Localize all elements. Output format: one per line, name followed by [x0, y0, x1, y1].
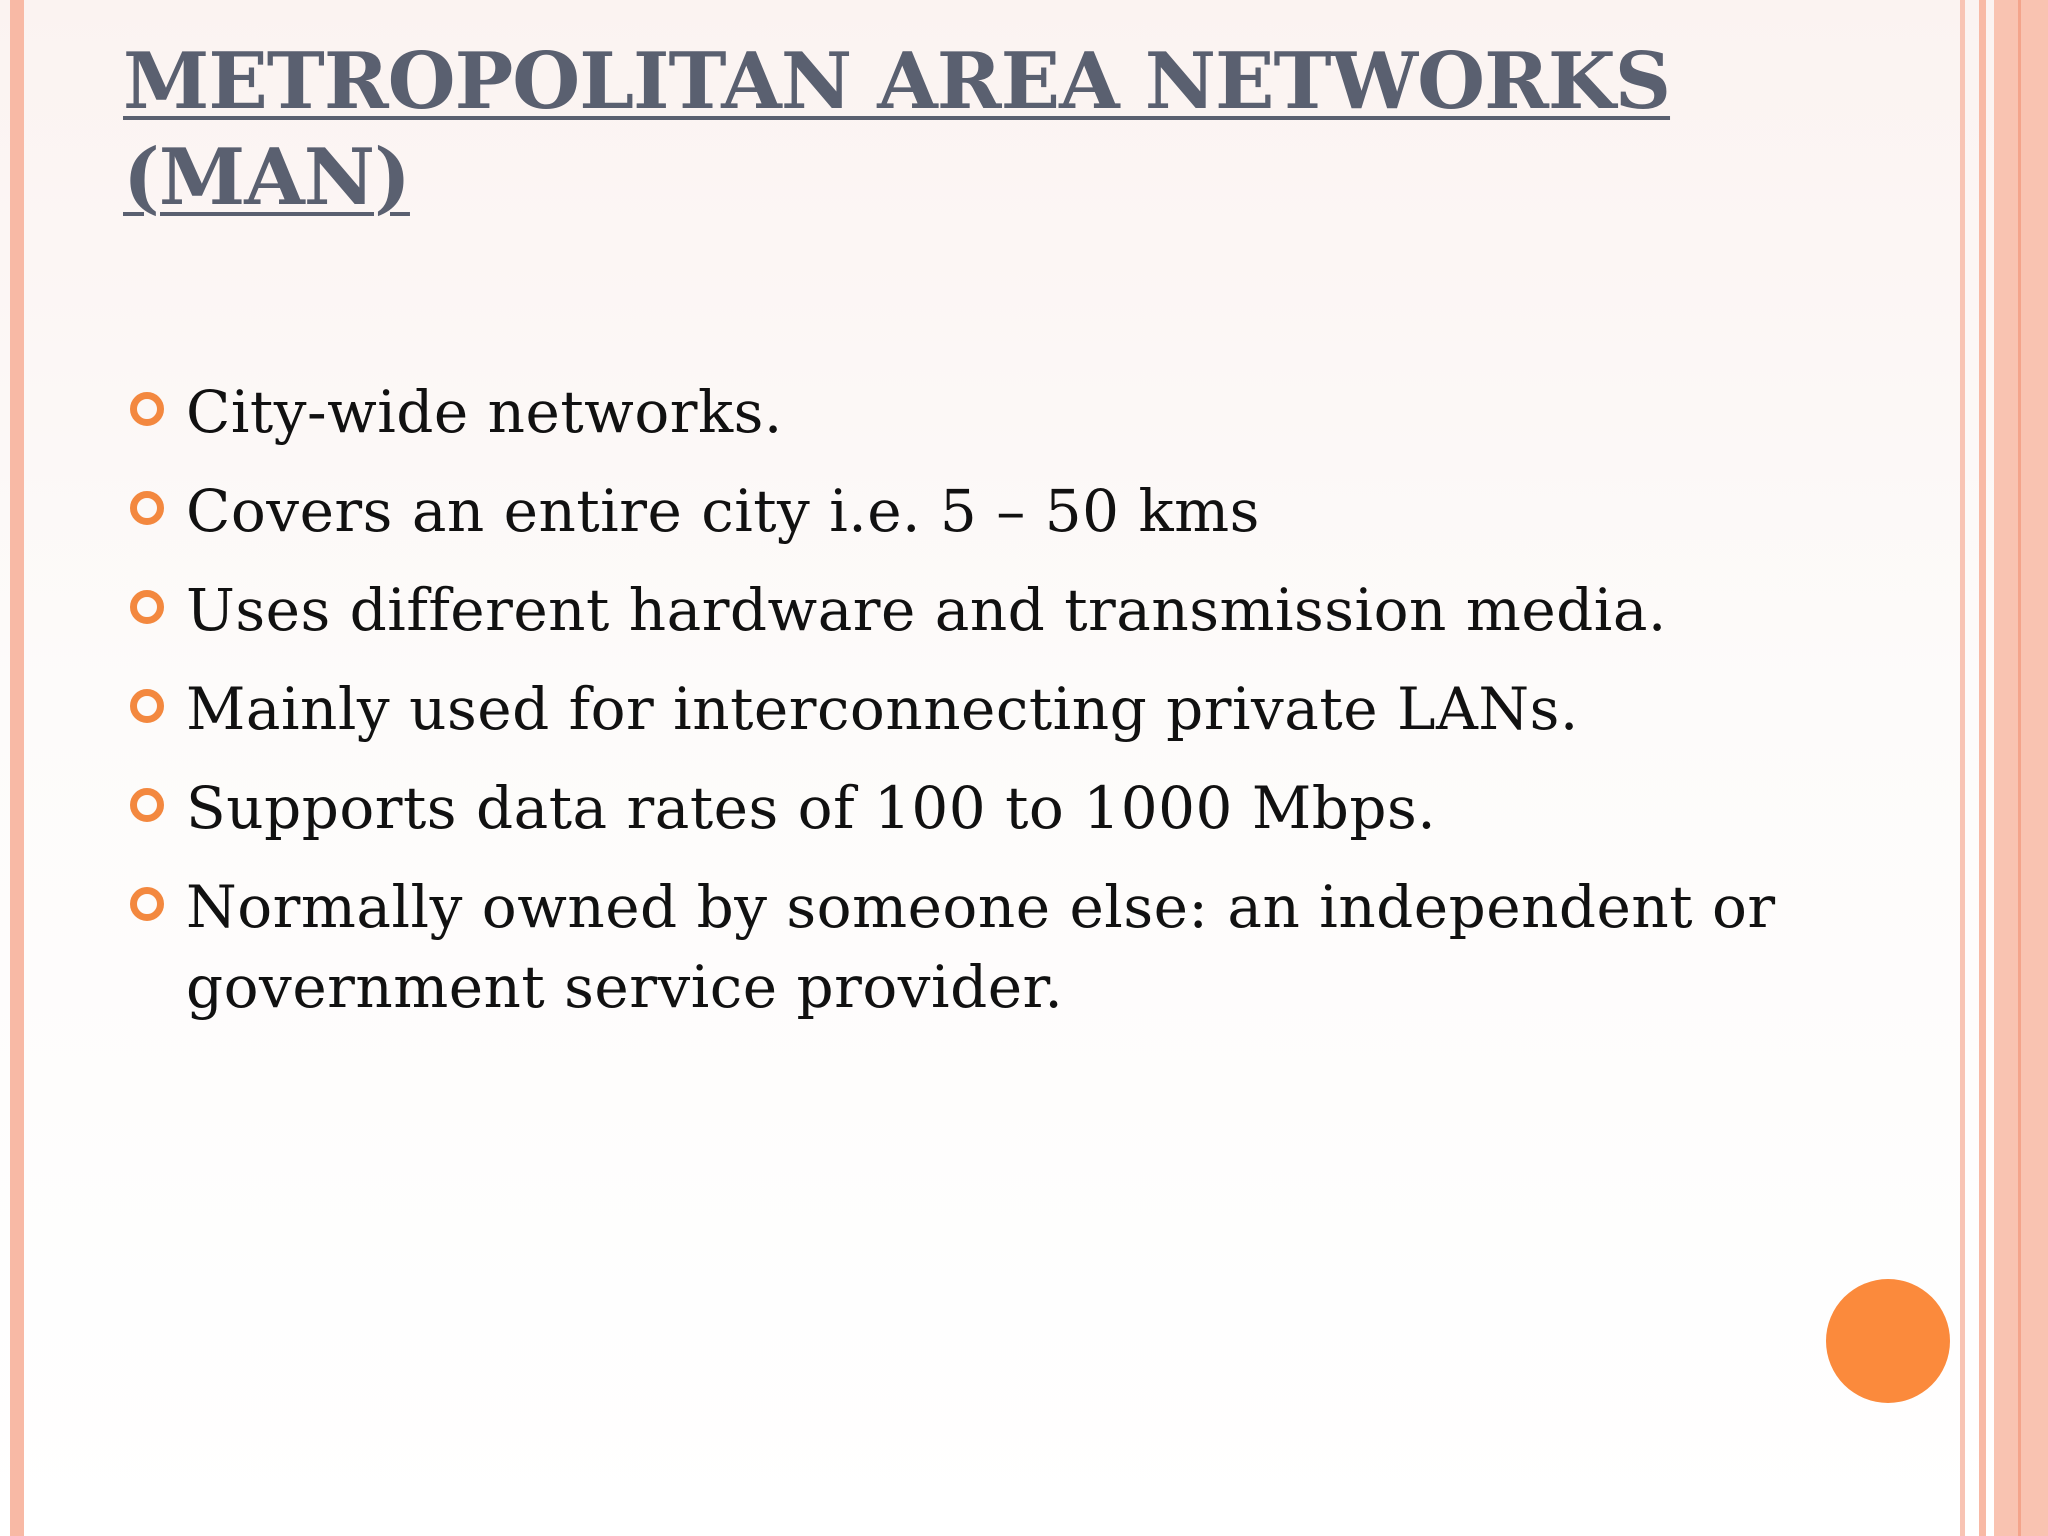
right-border-stripe-wide [1994, 0, 2048, 1536]
slide-title: METROPOLITAN AREA NETWORKS (MAN) [123, 36, 1671, 223]
right-border-stripe-thin [1960, 0, 1965, 1536]
bullet-ring-icon [130, 491, 164, 525]
right-border-stripe-medium [1979, 0, 1986, 1536]
bullet-ring-icon [130, 788, 164, 822]
bullet-ring-icon [130, 689, 164, 723]
bullet-item [124, 669, 1924, 749]
bullet-item [124, 867, 1924, 1027]
bullet-text: Covers an entire city i.e. 5 – 50 kms [186, 477, 1260, 545]
right-border-stripe-line [2018, 0, 2021, 1536]
bullet-item [124, 570, 1924, 650]
bullet-ring-icon [130, 392, 164, 426]
bullet-item [124, 768, 1924, 848]
bullet-ring-icon [130, 887, 164, 921]
bullet-text: City-wide networks. [186, 378, 783, 446]
bullet-text: Uses different hardware and transmission media. [186, 576, 1667, 644]
orange-circle-decoration-icon [1826, 1279, 1950, 1403]
bullet-item [124, 372, 1924, 452]
bullet-text: Supports data rates of 100 to 1000 Mbps. [186, 774, 1437, 842]
bullet-text: Normally owned by someone else: an independent or government service provider. [186, 873, 1776, 1021]
bullet-ring-icon [130, 590, 164, 624]
bullet-list [124, 372, 1924, 1046]
left-border-stripe [10, 0, 24, 1536]
bullet-item [124, 471, 1924, 551]
bullet-text: Mainly used for interconnecting private LANs. [186, 675, 1579, 743]
